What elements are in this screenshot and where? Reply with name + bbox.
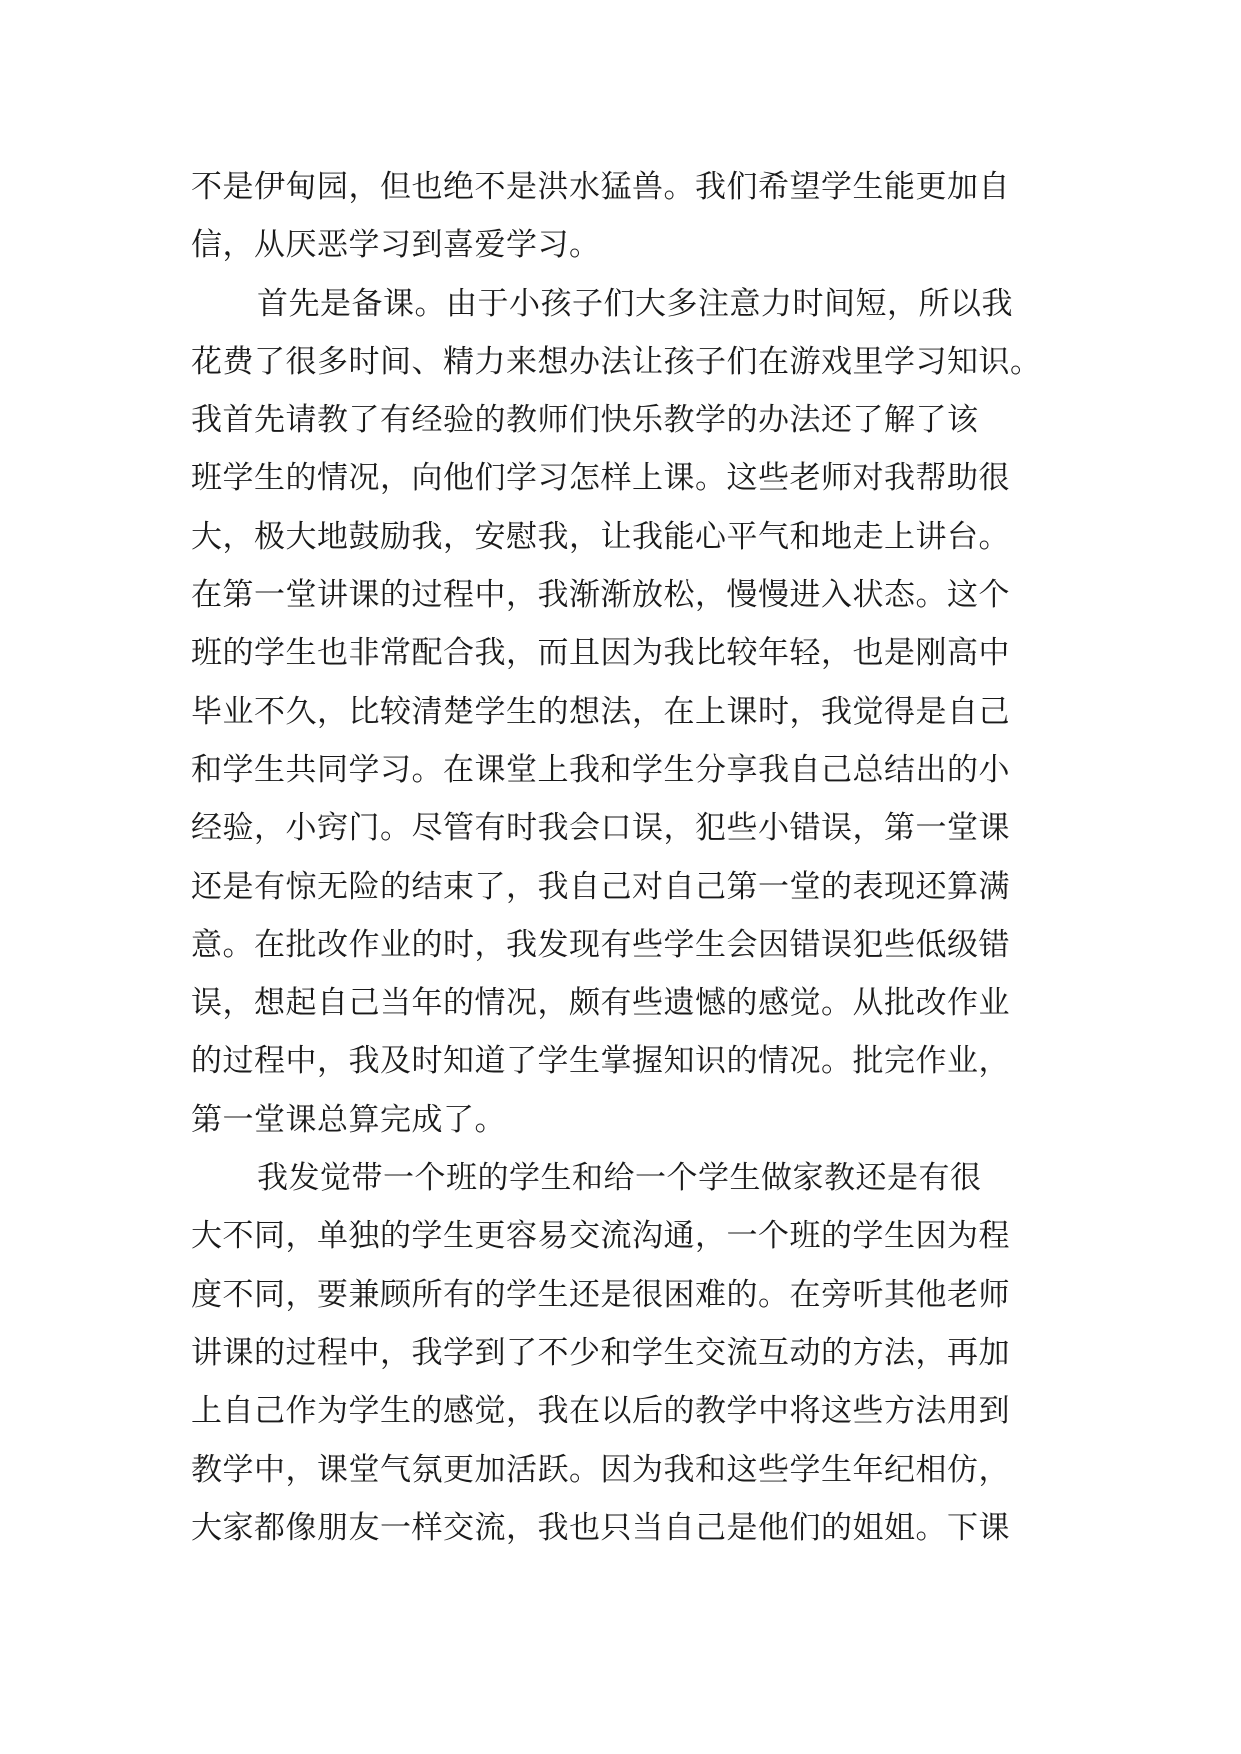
text-line: 信，从厌恶学习到喜爱学习。 (191, 227, 601, 264)
text-line: 度不同，要兼顾所有的学生还是很困难的。在旁听其他老师 (191, 1276, 1010, 1313)
text-line: 讲课的过程中，我学到了不少和学生交流互动的方法，再加 (191, 1334, 1010, 1371)
text-line: 经验，小窍门。尽管有时我会口误，犯些小错误，第一堂课 (191, 810, 1010, 847)
text-line: 花费了很多时间、精力来想办法让孩子们在游戏里学习知识。 (191, 343, 1042, 380)
text-line: 班学生的情况，向他们学习怎样上课。这些老师对我帮助很 (191, 460, 1010, 497)
text-line: 不是伊甸园，但也绝不是洪水猛兽。我们希望学生能更加自 (191, 169, 1010, 205)
text-line: 的过程中，我及时知道了学生掌握知识的情况。批完作业， (191, 1043, 1010, 1080)
paragraph-start-line: 我发觉带一个班的学生和给一个学生做家教还是有很 (257, 1160, 982, 1197)
text-line: 我首先请教了有经验的教师们快乐教学的办法还了解了该 (191, 402, 979, 439)
text-line: 毕业不久，比较清楚学生的想法，在上课时，我觉得是自己 (191, 693, 1010, 730)
text-line: 第一堂课总算完成了。 (191, 1101, 506, 1138)
text-line: 还是有惊无险的结束了，我自己对自己第一堂的表现还算满 (191, 868, 1010, 905)
document-body (191, 158, 1071, 1557)
paragraph-start-line: 首先是备课。由于小孩子们大多注意力时间短，所以我 (257, 285, 1013, 322)
text-line: 意。在批改作业的时，我发现有些学生会因错误犯些低级错 (191, 926, 1010, 963)
text-line: 在第一堂讲课的过程中，我渐渐放松，慢慢进入状态。这个 (191, 577, 1010, 614)
text-line: 大，极大地鼓励我，安慰我，让我能心平气和地走上讲台。 (191, 518, 1010, 555)
text-line: 大不同，单独的学生更容易交流沟通，一个班的学生因为程 (191, 1218, 1010, 1255)
text-line: 大家都像朋友一样交流，我也只当自己是他们的姐姐。下课 (191, 1509, 1010, 1546)
text-line: 上自己作为学生的感觉，我在以后的教学中将这些方法用到 (191, 1393, 1010, 1430)
text-line: 班的学生也非常配合我，而且因为我比较年轻，也是刚高中 (191, 635, 1010, 672)
text-line: 教学中，课堂气氛更加活跃。因为我和这些学生年纪相仿， (191, 1451, 1010, 1488)
text-line: 和学生共同学习。在课堂上我和学生分享我自己总结出的小 (191, 751, 1010, 788)
text-line: 误，想起自己当年的情况，颇有些遗憾的感觉。从批改作业 (191, 985, 1010, 1022)
